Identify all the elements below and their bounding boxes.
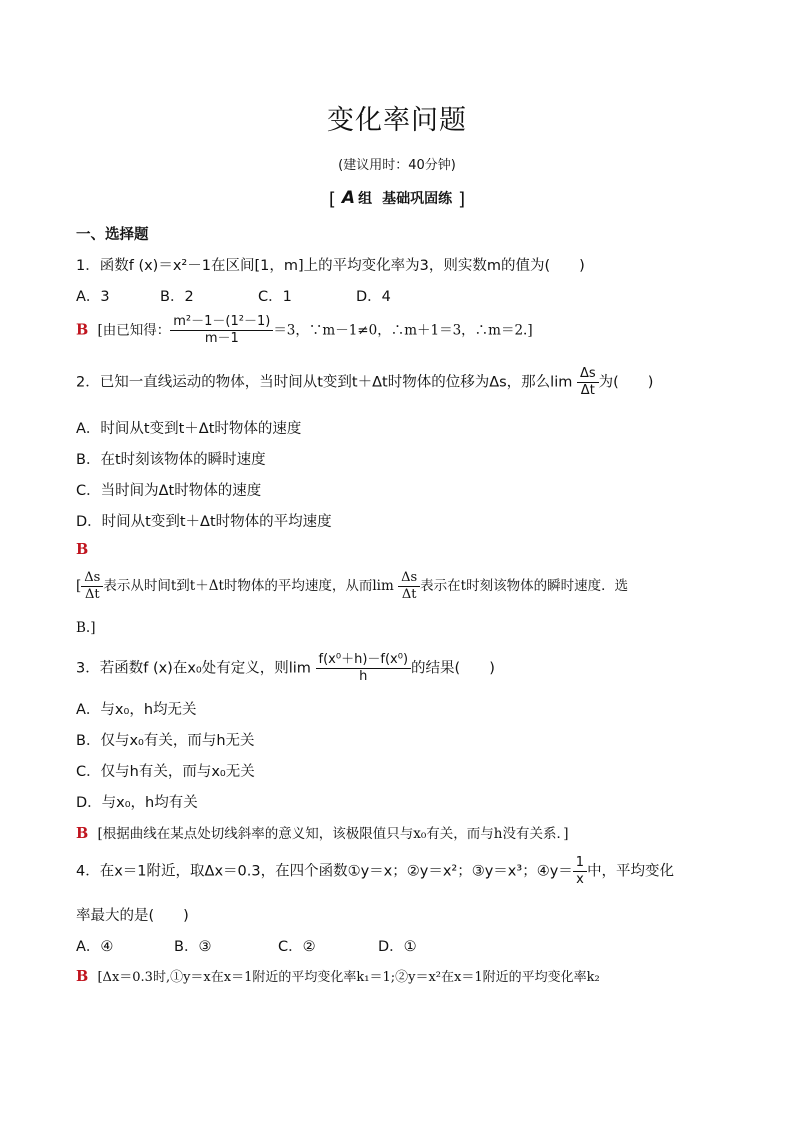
question-2-prefix: 2．已知一直线运动的物体，当时间从t变到t＋Δt时物体的位移为Δs，那么lim	[76, 374, 577, 391]
answer-1	[76, 314, 533, 347]
group-text: 基础巩固练	[382, 191, 453, 207]
question-3	[76, 652, 495, 685]
answer-letter: B	[76, 968, 89, 985]
group-bracket-close: ]	[458, 189, 466, 210]
group-heading	[0, 188, 794, 210]
page-title: 变化率问题	[327, 105, 467, 136]
fraction	[398, 570, 420, 603]
option-d: D．4	[356, 289, 391, 305]
answer-letter: B	[76, 825, 89, 842]
answer-3	[76, 822, 569, 842]
question-4-continued: 率最大的是( )	[76, 908, 189, 924]
section-heading: 一、选择题	[76, 227, 149, 243]
question-4-prefix: 4．在x＝1附近，取Δx＝0.3，在四个函数①y＝x；②y＝x²；③y＝x³；④y＝	[76, 863, 573, 880]
option-b: B．在t时刻该物体的瞬时速度	[76, 452, 266, 468]
question-4	[76, 855, 674, 888]
suggested-time: (建议用时：40分钟)	[338, 158, 456, 173]
fraction-numerator: m²－1－(1²－1)	[170, 314, 273, 331]
question-1: 1．函数f (x)＝x²－1在区间[1，m]上的平均变化率为3，则实数m的值为( )	[76, 258, 585, 274]
bracket: [	[76, 578, 82, 594]
group-word: 组	[358, 191, 373, 207]
fraction	[573, 855, 587, 888]
option-b: B．③	[174, 939, 212, 955]
option-a: A．④	[76, 939, 114, 955]
answer-2: B	[76, 541, 89, 558]
option-c: C．1	[258, 289, 292, 305]
group-bracket-open: [	[328, 189, 336, 210]
explanation-3: [根据曲线在某点处切线斜率的意义知，该极限值只与x₀有关，而与h没有关系．]	[97, 826, 569, 842]
fraction	[577, 366, 599, 399]
question-2	[76, 366, 653, 399]
question-2-suffix: 为( )	[598, 374, 654, 391]
explanation-end: 表示在t时刻该物体的瞬时速度．选	[420, 578, 629, 594]
group-letter: A	[341, 188, 356, 208]
fraction-numerator: Δs	[577, 366, 599, 383]
fraction-numerator: 1	[573, 855, 587, 872]
fraction-denominator: h	[359, 669, 368, 684]
fraction-numerator: Δs	[81, 570, 103, 587]
explanation-suffix: ＝3，∵m－1≠0，∴m＋1＝3，∴m＝2.]	[273, 322, 533, 339]
fraction-denominator: Δt	[401, 587, 417, 602]
answer-4	[76, 966, 600, 985]
option-d: D．与x₀，h均有关	[76, 795, 198, 811]
question-4-options	[76, 935, 417, 956]
option-b: B．仅与x₀有关，而与h无关	[76, 733, 255, 749]
fraction-numerator: f(x⁰＋h)－f(x⁰)	[316, 652, 412, 669]
fraction-denominator: x	[576, 872, 584, 887]
fraction-denominator: Δt	[580, 383, 595, 398]
explanation-middle: 表示从时间t到t＋Δt时物体的平均速度，从而lim	[103, 578, 399, 594]
explanation-4: [Δx＝0.3时,①y＝x在x＝1附近的平均变化率k₁＝1;②y＝x²在x＝1附近的平均变化率k₂	[97, 970, 600, 985]
option-c: C．仅与h有关，而与x₀无关	[76, 764, 255, 780]
fraction	[170, 314, 273, 347]
option-c: C．当时间为Δt时物体的速度	[76, 483, 262, 499]
option-d: D．时间从t变到t＋Δt时物体的平均速度	[76, 514, 332, 530]
option-a: A．时间从t变到t＋Δt时物体的速度	[76, 421, 302, 437]
fraction	[316, 652, 412, 685]
option-b: B．2	[160, 289, 194, 305]
explanation-2	[76, 570, 628, 603]
option-d: D．①	[378, 939, 417, 955]
option-c: C．②	[278, 939, 316, 955]
question-3-prefix: 3．若函数f (x)在x₀处有定义，则lim	[76, 660, 316, 677]
fraction-denominator: m－1	[204, 331, 239, 346]
fraction-denominator: Δt	[85, 587, 100, 602]
explanation-prefix: [由已知得：	[97, 322, 171, 339]
option-a: A．与x₀，h均无关	[76, 702, 197, 718]
explanation-2-continued: B.]	[76, 620, 96, 636]
question-4-suffix: 中，平均变化	[587, 863, 675, 880]
option-a: A．3	[76, 289, 110, 305]
question-1-options	[76, 285, 391, 306]
answer-letter: B	[76, 321, 89, 339]
fraction-numerator: Δs	[398, 570, 420, 587]
question-3-suffix: 的结果( )	[411, 660, 495, 677]
fraction	[81, 570, 103, 603]
